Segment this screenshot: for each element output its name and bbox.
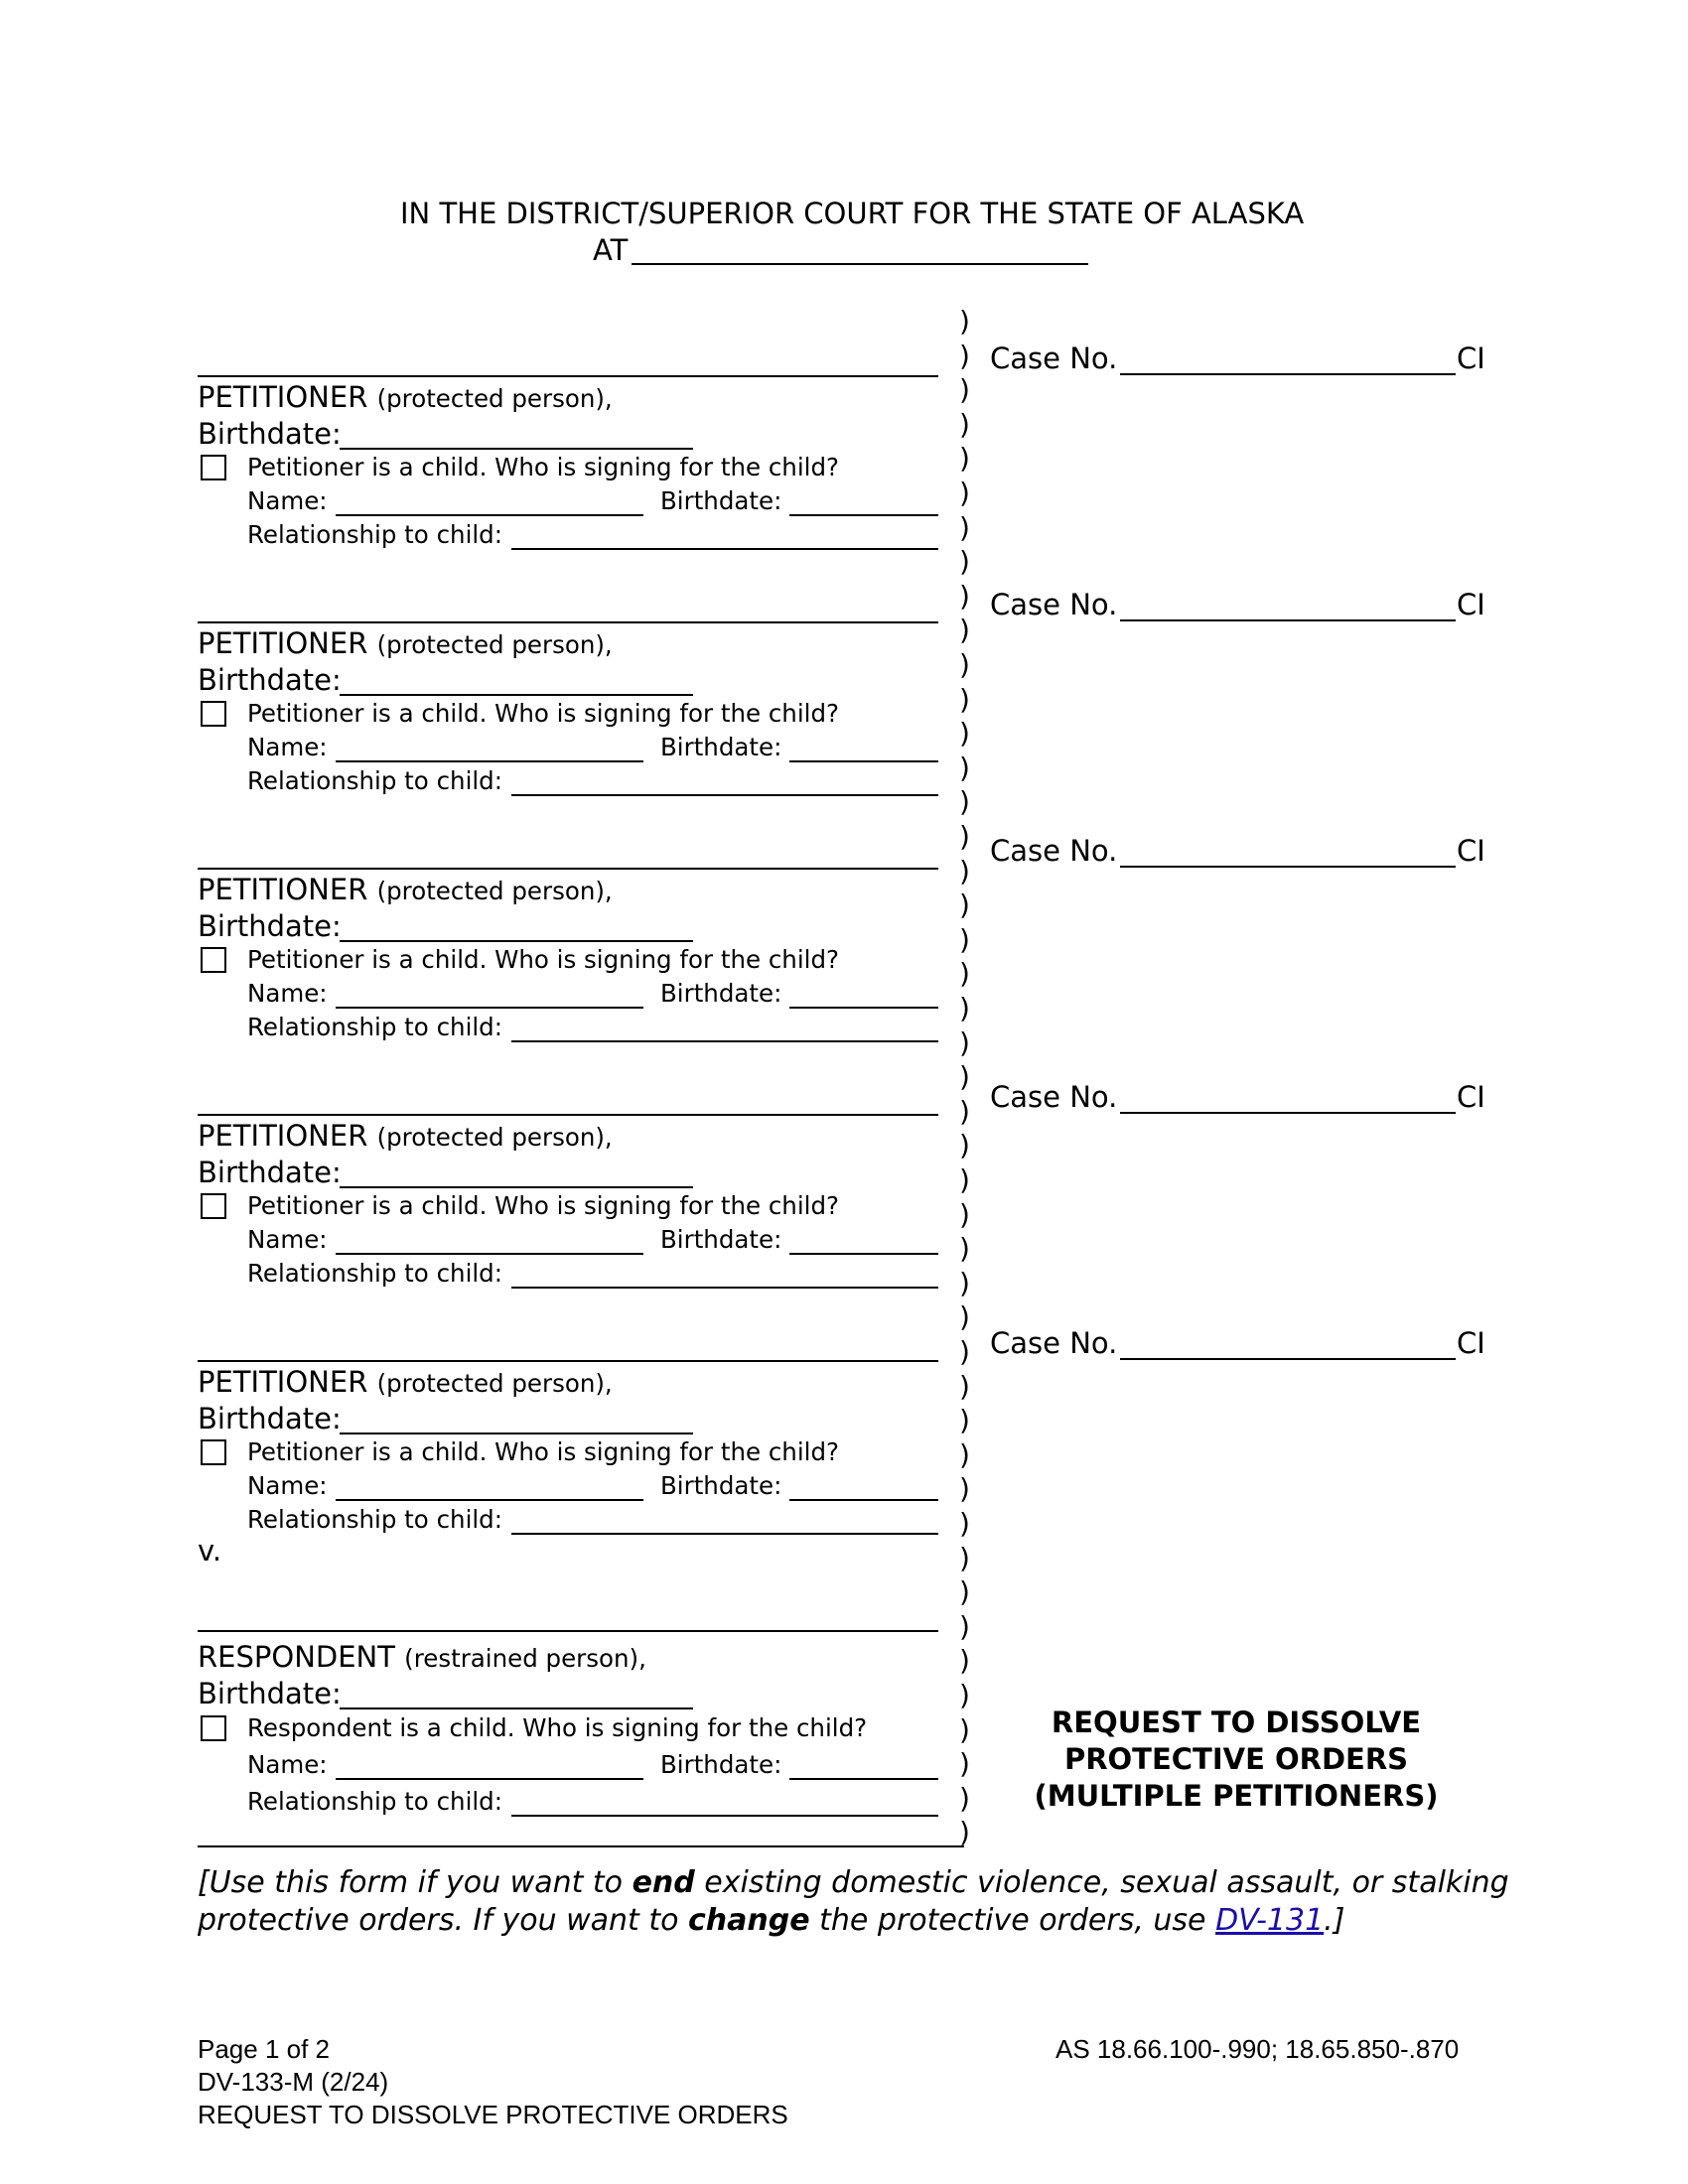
caption-separator: ) <box>959 1335 970 1368</box>
petitioner-name-note: (protected person), <box>376 384 613 413</box>
petitioner-label <box>198 380 613 414</box>
caption-separator: ) <box>959 1542 970 1574</box>
respondent-name-label: RESPONDENT <box>198 1640 395 1674</box>
caption-separator: ) <box>959 888 970 921</box>
relationship-label: Relationship to child: <box>247 1505 502 1534</box>
case-number-field[interactable] <box>1120 373 1456 375</box>
caption-separator: ) <box>959 751 970 784</box>
signer-birthdate-field[interactable] <box>789 514 938 516</box>
relationship-field[interactable] <box>511 1040 938 1042</box>
petitioner-child-checkbox[interactable] <box>201 701 226 727</box>
petitioner-name-label: PETITIONER <box>198 626 368 660</box>
petitioner-child-question: Petitioner is a child. Who is signing for the child? <box>247 699 840 728</box>
relationship-field[interactable] <box>511 794 938 796</box>
petitioner-name-field[interactable] <box>198 868 938 870</box>
respondent-signer-birthdate-label: Birthdate: <box>660 1750 782 1779</box>
petitioner-birthdate-label: Birthdate: <box>198 417 342 451</box>
signer-name-field[interactable] <box>336 1499 643 1501</box>
signer-name-label: Name: <box>247 486 328 515</box>
petitioner-name-note: (protected person), <box>376 1369 613 1398</box>
signer-name-label: Name: <box>247 1225 328 1254</box>
respondent-signer-name-field[interactable] <box>336 1778 643 1780</box>
case-number-label: Case No. <box>990 1080 1118 1114</box>
caption-separator: ) <box>959 1163 970 1196</box>
relationship-field[interactable] <box>511 1287 938 1289</box>
petitioner-birthdate-field[interactable] <box>340 1433 693 1434</box>
case-number-field[interactable] <box>1120 619 1456 621</box>
caption-separator: ) <box>959 1095 970 1128</box>
petitioner-name-field[interactable] <box>198 375 938 377</box>
petitioner-child-question: Petitioner is a child. Who is signing for the child? <box>247 453 840 481</box>
form-title-line1: REQUEST TO DISSOLVE <box>1051 1706 1422 1739</box>
instructions-text: .] <box>1324 1903 1345 1938</box>
signer-name-label: Name: <box>247 1471 328 1500</box>
caption-separator: ) <box>959 1679 970 1711</box>
instructions-text: the protective orders, use <box>809 1903 1216 1938</box>
signer-name-field[interactable] <box>336 1253 643 1255</box>
petitioner-birthdate-label: Birthdate: <box>198 1156 342 1189</box>
instructions-emphasis-change: change <box>688 1903 810 1938</box>
caption-bottom-rule <box>198 1845 964 1847</box>
petitioner-label <box>198 1365 613 1399</box>
petitioner-label <box>198 1119 613 1153</box>
signer-birthdate-label: Birthdate: <box>660 979 782 1008</box>
respondent-child-checkbox[interactable] <box>201 1715 226 1741</box>
petitioner-name-label: PETITIONER <box>198 1119 368 1153</box>
respondent-name-note: (restrained person), <box>404 1644 646 1673</box>
case-suffix: CI <box>1457 588 1485 621</box>
caption-separator: ) <box>959 957 970 990</box>
relationship-label: Relationship to child: <box>247 1259 502 1288</box>
petitioner-child-checkbox[interactable] <box>201 947 226 973</box>
respondent-birthdate-field[interactable] <box>340 1707 693 1709</box>
signer-name-label: Name: <box>247 733 328 761</box>
respondent-birthdate-label: Birthdate: <box>198 1677 342 1710</box>
caption-separator: ) <box>959 1472 970 1505</box>
petitioner-name-note: (protected person), <box>376 1123 613 1152</box>
form-title <box>998 1705 1475 1815</box>
respondent-signer-birthdate-field[interactable] <box>789 1778 938 1780</box>
caption-separator: ) <box>959 1300 970 1333</box>
instructions-text: [Use this form if you want to <box>198 1865 633 1900</box>
petitioner-name-field[interactable] <box>198 1360 938 1362</box>
caption-separator: ) <box>959 1816 970 1848</box>
relationship-field[interactable] <box>511 548 938 550</box>
signer-name-field[interactable] <box>336 514 643 516</box>
petitioner-birthdate-field[interactable] <box>340 1186 693 1188</box>
caption-separator: ) <box>959 1232 970 1265</box>
caption-separator: ) <box>959 1267 970 1299</box>
signer-birthdate-field[interactable] <box>789 1007 938 1009</box>
signer-name-field[interactable] <box>336 1007 643 1009</box>
caption-separator: ) <box>959 1370 970 1403</box>
signer-name-label: Name: <box>247 979 328 1008</box>
caption-separator: ) <box>959 1060 970 1093</box>
respondent-name-field[interactable] <box>198 1630 938 1632</box>
petitioner-label <box>198 873 613 906</box>
case-number-label: Case No. <box>990 834 1118 868</box>
caption-separator: ) <box>959 1026 970 1059</box>
signer-birthdate-field[interactable] <box>789 1499 938 1501</box>
caption-separator: ) <box>959 1507 970 1540</box>
petitioner-birthdate-label: Birthdate: <box>198 909 342 943</box>
caption-separator: ) <box>959 1198 970 1231</box>
petitioner-name-field[interactable] <box>198 1114 938 1116</box>
caption-separator: ) <box>959 717 970 750</box>
court-location-label: AT <box>593 233 629 267</box>
caption-separator: ) <box>959 923 970 956</box>
relationship-label: Relationship to child: <box>247 766 502 795</box>
petitioner-name-label: PETITIONER <box>198 873 368 906</box>
caption-separator: ) <box>959 580 970 613</box>
relationship-field[interactable] <box>511 1533 938 1535</box>
case-number-field[interactable] <box>1120 1358 1456 1360</box>
signer-name-field[interactable] <box>336 760 643 762</box>
caption-separator: ) <box>959 545 970 578</box>
caption-separator: ) <box>959 373 970 406</box>
petitioner-name-label: PETITIONER <box>198 380 368 414</box>
footer-form-name: REQUEST TO DISSOLVE PROTECTIVE ORDERS <box>198 2100 788 2129</box>
petitioner-birthdate-field[interactable] <box>340 448 693 450</box>
petitioner-birthdate-field[interactable] <box>340 940 693 942</box>
petitioner-label <box>198 626 613 660</box>
petitioner-birthdate-field[interactable] <box>340 694 693 696</box>
caption-separator: ) <box>959 1404 970 1436</box>
case-suffix: CI <box>1457 834 1485 868</box>
signer-birthdate-label: Birthdate: <box>660 1225 782 1254</box>
court-heading: IN THE DISTRICT/SUPERIOR COURT FOR THE STATE OF ALASKA <box>400 197 1305 230</box>
instructions-text: protective orders. If you want to <box>198 1903 689 1938</box>
caption-separator: ) <box>959 1610 970 1643</box>
caption-separator: ) <box>959 442 970 475</box>
dv131-link[interactable]: DV-131 <box>1215 1903 1325 1938</box>
petitioner-birthdate-label: Birthdate: <box>198 1402 342 1435</box>
footer-form-code: DV-133-M (2/24) <box>198 2067 389 2097</box>
instructions-line1 <box>198 1864 1509 1902</box>
petitioner-child-checkbox[interactable] <box>201 1193 226 1219</box>
caption-separator: ) <box>959 683 970 716</box>
caption-separator: ) <box>959 1575 970 1608</box>
form-title-line2: PROTECTIVE ORDERS <box>1063 1742 1409 1776</box>
petitioner-name-note: (protected person), <box>376 630 613 659</box>
caption-separator: ) <box>959 992 970 1024</box>
signer-birthdate-field[interactable] <box>789 760 938 762</box>
instructions-emphasis-end: end <box>632 1865 695 1900</box>
caption-separator: ) <box>959 305 970 338</box>
case-number-label: Case No. <box>990 1326 1118 1360</box>
signer-birthdate-label: Birthdate: <box>660 486 782 515</box>
caption-separator: ) <box>959 1644 970 1677</box>
caption-separator: ) <box>959 477 970 509</box>
caption-separator: ) <box>959 614 970 646</box>
footer-page-number: Page 1 of 2 <box>198 2034 330 2064</box>
case-number-label: Case No. <box>990 588 1118 621</box>
caption-separator: ) <box>959 1438 970 1471</box>
case-number-label: Case No. <box>990 341 1118 375</box>
relationship-label: Relationship to child: <box>247 520 502 549</box>
caption-separator: ) <box>959 408 970 441</box>
petitioner-child-question: Petitioner is a child. Who is signing for the child? <box>247 1437 840 1466</box>
case-suffix: CI <box>1457 1326 1485 1360</box>
respondent-label <box>198 1640 646 1674</box>
footer-statute: AS 18.66.100-.990; 18.65.850-.870 <box>1055 2034 1460 2064</box>
caption-separator: ) <box>959 1129 970 1161</box>
respondent-signer-name-label: Name: <box>247 1750 328 1779</box>
caption-separator: ) <box>959 785 970 818</box>
petitioner-name-field[interactable] <box>198 621 938 623</box>
signer-birthdate-label: Birthdate: <box>660 1471 782 1500</box>
case-suffix: CI <box>1457 1080 1485 1114</box>
court-location-field[interactable] <box>632 263 1088 265</box>
case-number-field[interactable] <box>1120 866 1456 868</box>
respondent-relationship-field[interactable] <box>511 1815 938 1817</box>
versus-label: v. <box>198 1534 222 1568</box>
respondent-child-question: Respondent is a child. Who is signing for the child? <box>247 1713 868 1742</box>
caption-separator: ) <box>959 648 970 681</box>
caption-separator: ) <box>959 340 970 372</box>
caption-separator: ) <box>959 1747 970 1780</box>
case-number-field[interactable] <box>1120 1112 1456 1114</box>
caption-separator: ) <box>959 1782 970 1815</box>
signer-birthdate-label: Birthdate: <box>660 733 782 761</box>
caption-separator: ) <box>959 820 970 853</box>
petitioner-name-note: (protected person), <box>376 877 613 905</box>
case-suffix: CI <box>1457 341 1485 375</box>
caption-separator: ) <box>959 1713 970 1746</box>
petitioner-child-question: Petitioner is a child. Who is signing for the child? <box>247 1191 840 1220</box>
respondent-relationship-label: Relationship to child: <box>247 1787 502 1816</box>
petitioner-birthdate-label: Birthdate: <box>198 663 342 697</box>
caption-separator: ) <box>959 855 970 887</box>
form-title-line3: (MULTIPLE PETITIONERS) <box>1034 1779 1439 1813</box>
signer-birthdate-field[interactable] <box>789 1253 938 1255</box>
caption-separator: ) <box>959 511 970 544</box>
petitioner-child-checkbox[interactable] <box>201 455 226 480</box>
petitioner-name-label: PETITIONER <box>198 1365 368 1399</box>
instructions-text: existing domestic violence, sexual assault, or stalking <box>694 1865 1509 1900</box>
instructions-line2 <box>198 1902 1344 1940</box>
petitioner-child-checkbox[interactable] <box>201 1439 226 1465</box>
relationship-label: Relationship to child: <box>247 1013 502 1041</box>
petitioner-child-question: Petitioner is a child. Who is signing for the child? <box>247 945 840 974</box>
